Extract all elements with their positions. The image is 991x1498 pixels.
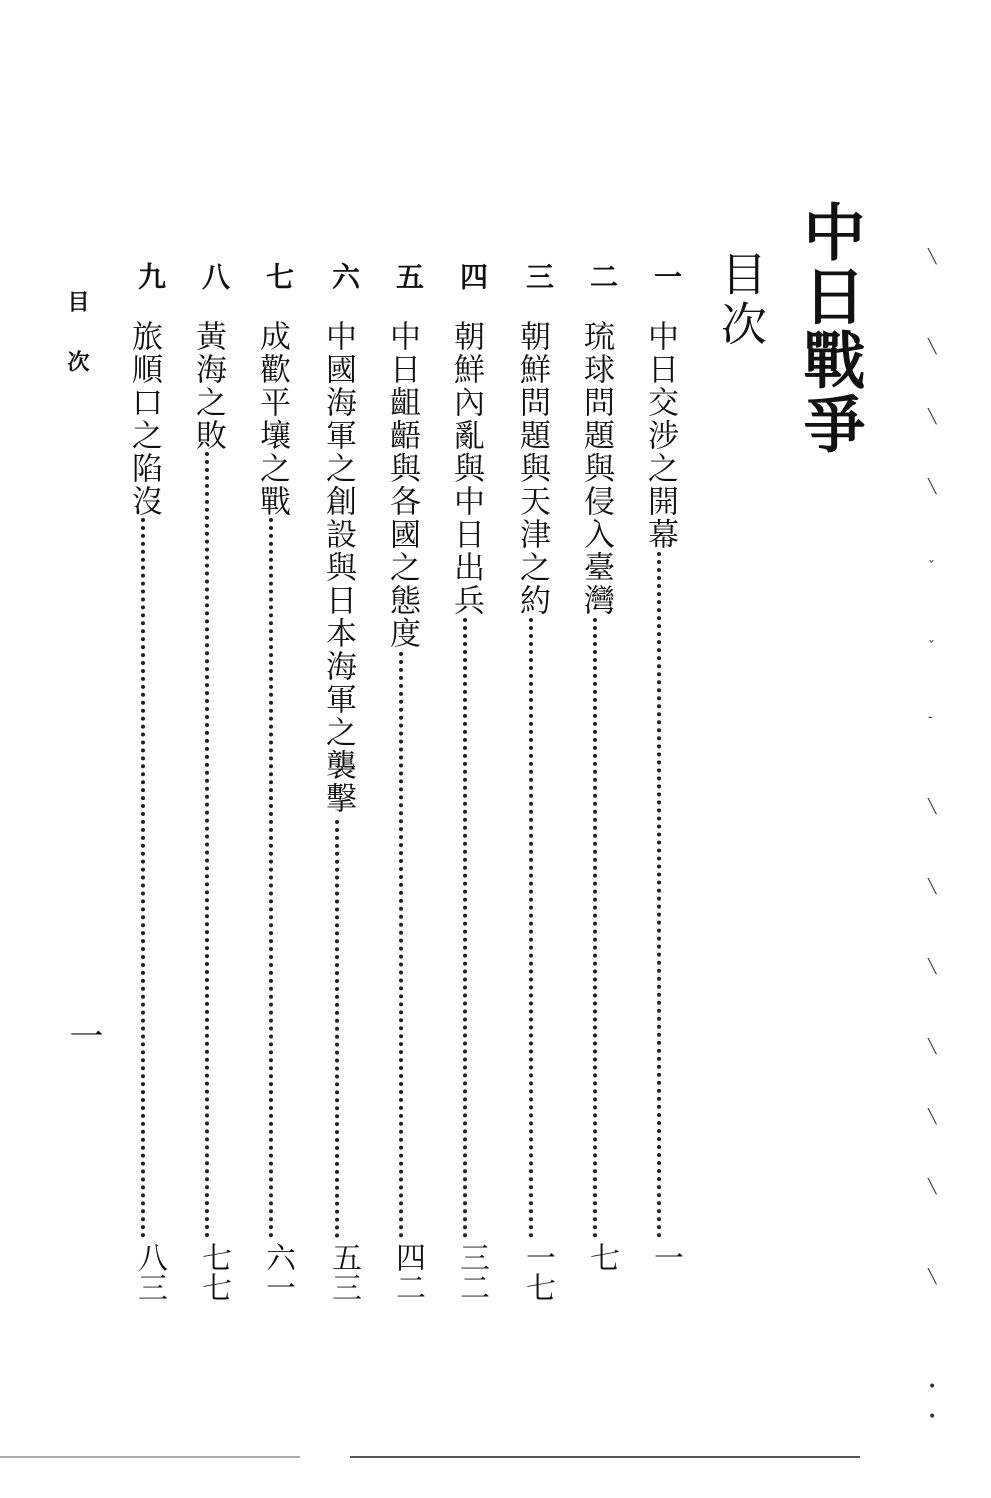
toc-entry bbox=[576, 262, 619, 1322]
chapter-title: 朝鮮問題與天津之約 bbox=[514, 320, 550, 617]
chapter-page-number: 一七 bbox=[520, 1242, 555, 1302]
chapter-number: 六 bbox=[328, 262, 361, 290]
toc-entry bbox=[124, 262, 167, 1322]
chapter-number: 三 bbox=[522, 262, 555, 290]
chapter-title: 中國海軍之創設與日本海軍之襲擊 bbox=[320, 320, 356, 815]
toc-entry bbox=[252, 262, 295, 1322]
dot-leader bbox=[269, 518, 277, 1238]
dot-leader bbox=[399, 652, 407, 1238]
toc-heading: 目次 bbox=[714, 250, 768, 350]
toc-entry bbox=[512, 262, 555, 1322]
bottom-rule-right bbox=[350, 1456, 860, 1458]
dot-leader bbox=[657, 552, 665, 1238]
chapter-title: 旅順口之陷沒 bbox=[126, 320, 162, 518]
chapter-title: 中日交涉之開幕 bbox=[642, 320, 678, 551]
chapter-number: 一 bbox=[650, 262, 683, 290]
chapter-page-number: 四二 bbox=[390, 1242, 425, 1302]
chapter-number: 二 bbox=[586, 262, 619, 290]
chapter-title: 成歡平壤之戰 bbox=[254, 320, 290, 518]
chapter-page-number: 五三 bbox=[326, 1242, 361, 1302]
chapter-page-number: 七七 bbox=[196, 1242, 231, 1302]
folio-page-number: 一 bbox=[63, 1018, 103, 1052]
chapter-title: 中日齟齬與各國之態度 bbox=[384, 320, 420, 650]
chapter-title: 黃海之敗 bbox=[190, 320, 226, 452]
chapter-page-number: 三二 bbox=[454, 1242, 489, 1302]
chapter-page-number: 六一 bbox=[260, 1242, 295, 1302]
dot-leader bbox=[593, 618, 601, 1238]
chapter-page-number: 一 bbox=[648, 1242, 683, 1272]
bottom-rule-left bbox=[0, 1456, 300, 1458]
chapter-number: 四 bbox=[456, 262, 489, 290]
toc-entry bbox=[188, 262, 231, 1322]
chapter-number: 八 bbox=[198, 262, 231, 290]
book-title: 中日戰爭 bbox=[793, 200, 866, 456]
binding-edge-marks: ╲ ╲ ╲ ╲ ˇ ˇ - ╲ ╲ ╲ ╲ ╲ ╲ ╲ • • bbox=[928, 249, 937, 1425]
running-head: 目次 bbox=[64, 290, 90, 410]
toc-entry bbox=[446, 262, 489, 1322]
toc-entry bbox=[382, 262, 425, 1322]
chapter-title: 朝鮮內亂與中日出兵 bbox=[448, 320, 484, 617]
toc-entry bbox=[318, 262, 361, 1322]
toc-entry bbox=[640, 262, 683, 1322]
chapter-title: 琉球問題與侵入臺灣 bbox=[578, 320, 614, 617]
dot-leader bbox=[529, 618, 537, 1238]
chapter-page-number: 八三 bbox=[132, 1242, 167, 1302]
dot-leader bbox=[205, 452, 213, 1238]
dot-leader bbox=[335, 820, 343, 1238]
chapter-page-number: 七 bbox=[584, 1242, 619, 1272]
dot-leader bbox=[141, 518, 149, 1238]
chapter-number: 七 bbox=[262, 262, 295, 290]
chapter-number: 五 bbox=[392, 262, 425, 290]
dot-leader bbox=[463, 618, 471, 1238]
chapter-number: 九 bbox=[134, 262, 167, 290]
